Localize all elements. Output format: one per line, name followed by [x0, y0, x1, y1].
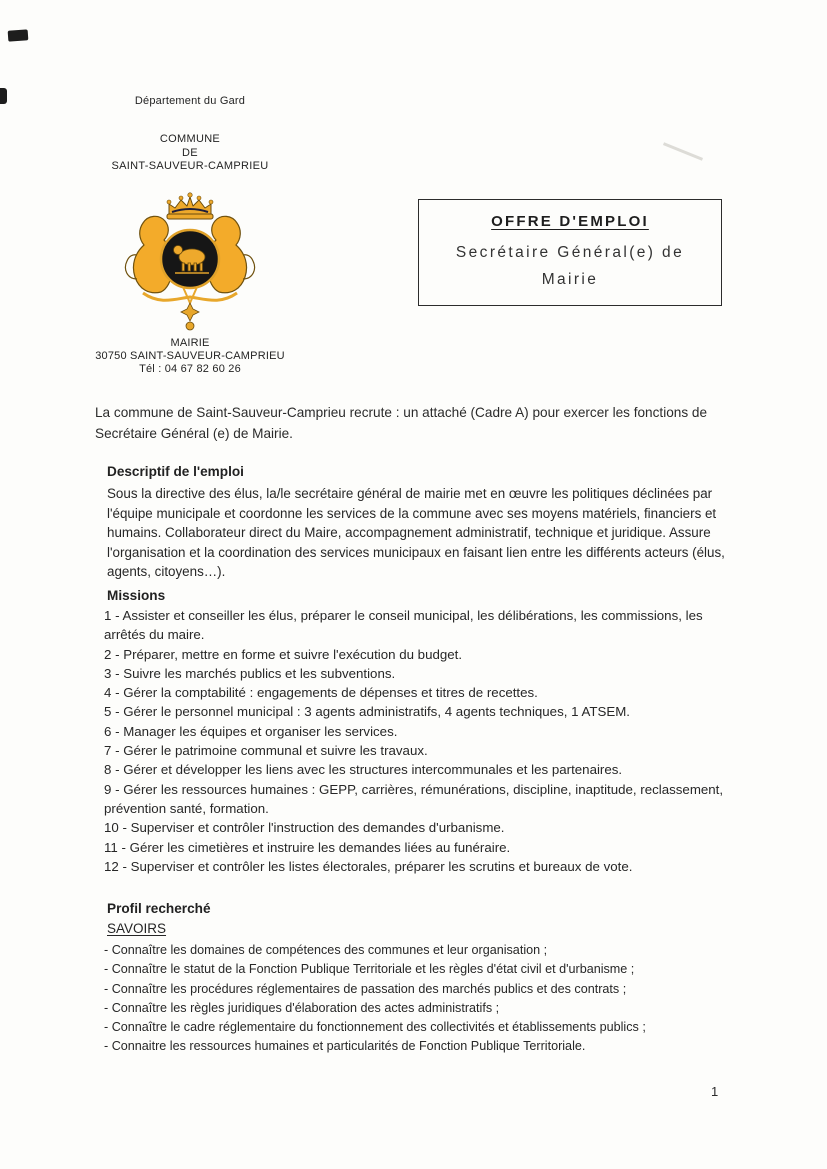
offer-box [418, 199, 722, 306]
savoir-item: - Connaitre les ressources humaines et particularités de Fonction Publique Territoriale. [104, 1039, 586, 1054]
mission-item: 8 - Gérer et développer les liens avec les structures intercommunales et les partenaires. [104, 762, 623, 778]
mission-item: 7 - Gérer le patrimoine communal et suivre les travaux. [104, 743, 428, 759]
coat-of-arms-image [90, 191, 290, 333]
mission-item: 11 - Gérer les cimetières et instruire les demandes liées au funéraire. [104, 839, 511, 855]
mission-item: 9 - Gérer les ressources humaines : GEPP, carrières, rémunérations, discipline, inaptitude, reclassement, prévention santé, formation. [104, 781, 724, 816]
commune-name [90, 133, 290, 174]
section-heading-missions: Missions [107, 588, 166, 603]
mission-item: 6 - Manager les équipes et organiser les services. [104, 723, 398, 739]
section-heading-profil: Profil recherché [107, 901, 211, 916]
descriptif-body: Sous la directive des élus, la/le secrétaire général de mairie met en œuvre les politiques déclinées par l'équipe municipale et coordonne les services de la commune avec ses moyens matériels, financiers et humains. Collaborateur direct du Maire, accompagnement administratif, technique et juridique. Assure l'organisation et la coordination des services municipaux en faisant lien entre les différents acteurs (élus, agents, citoyens…). [107, 486, 725, 580]
savoirs-list [104, 941, 754, 1057]
missions-list [104, 606, 746, 876]
intro-paragraph: La commune de Saint-Sauveur-Camprieu recrute : un attaché (Cadre A) pour exercer les fonctions de Secrétaire Général (e) de Mairie. [95, 405, 708, 441]
mairie-label: MAIRIE [170, 336, 210, 349]
mission-item: 3 - Suivre les marchés publics et les subventions. [104, 665, 396, 681]
savoirs-heading: SAVOIRS [107, 921, 167, 936]
section-heading-descriptif: Descriptif de l'emploi [107, 464, 244, 479]
commune-line: SAINT-SAUVEUR-CAMPRIEU [111, 160, 269, 172]
savoir-item: - Connaître les procédures réglementaires de passation des marchés publics et des contrats ; [104, 981, 627, 996]
mission-item: 10 - Superviser et contrôler l'instruction des demandes d'urbanisme. [104, 820, 505, 836]
offer-title: OFFRE D'EMPLOI [491, 213, 649, 230]
savoir-item: - Connaître les règles juridiques d'élaboration des actes administratifs ; [104, 1000, 500, 1015]
mission-item: 12 - Superviser et contrôler les listes électorales, préparer les scrutins et bureaux de vote. [104, 858, 633, 874]
savoir-item: - Connaître les domaines de compétences des communes et leur organisation ; [104, 943, 548, 957]
mission-item: 4 - Gérer la comptabilité : engagements de dépenses et titres de recettes. [104, 685, 538, 701]
phone-label: Tél : 04 67 82 60 26 [139, 362, 241, 375]
savoir-item: - Connaître le cadre réglementaire du fonctionnement des collectivités et établissements publics ; [104, 1020, 646, 1035]
mission-item: 1 - Assister et conseiller les élus, préparer le conseil municipal, les délibérations, les commissions, les arrêtés du maire. [104, 608, 703, 643]
address-label: 30750 SAINT-SAUVEUR-CAMPRIEU [95, 349, 285, 362]
page-number: 1 [711, 1084, 719, 1099]
mission-item: 5 - Gérer le personnel municipal : 3 agents administratifs, 4 agents techniques, 1 ATSEM. [104, 704, 630, 720]
offer-subtitle-line: Mairie [541, 271, 599, 288]
scan-artifact [8, 29, 29, 41]
department-label: Département du Gard [134, 95, 246, 107]
mission-item: 2 - Préparer, mettre en forme et suivre l'exécution du budget. [104, 646, 463, 662]
letterhead [90, 95, 290, 376]
scan-artifact [0, 88, 7, 104]
commune-line: DE [182, 146, 198, 159]
scan-artifact [663, 142, 703, 161]
offer-subtitle-line: Secrétaire Général(e) de [455, 244, 685, 261]
commune-line: COMMUNE [159, 133, 221, 145]
savoir-item: - Connaître le statut de la Fonction Publique Territoriale et les règles d'état civil et d'urbanisme ; [104, 962, 635, 977]
